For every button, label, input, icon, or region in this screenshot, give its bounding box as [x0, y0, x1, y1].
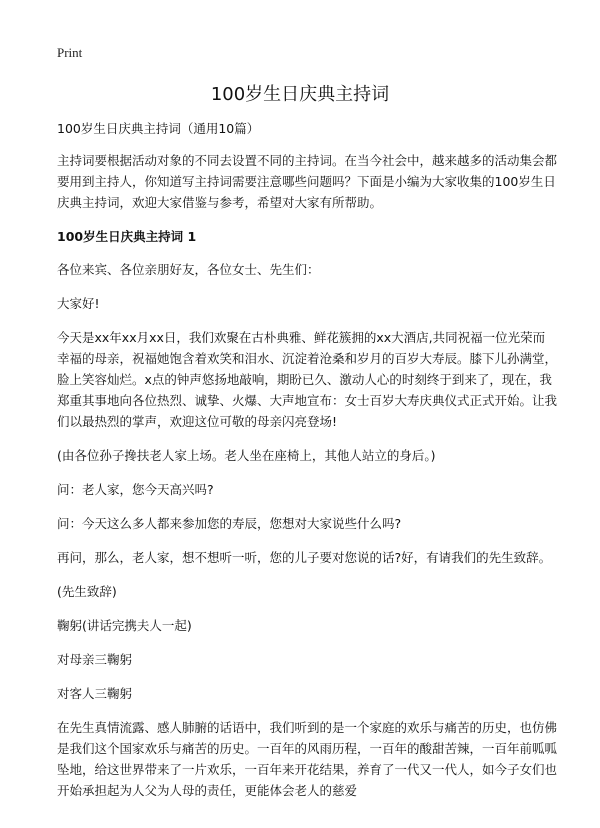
document-body	[57, 118, 557, 814]
paragraph-speech: (先生致辞)	[57, 584, 117, 599]
paragraph-question-3: 再问，那么，老人家，想不想听一听，您的儿子要对您说的话?好，有请我们的先生致辞。	[57, 550, 552, 565]
paragraph-greeting: 各位来宾、各位亲朋好友，各位女士、先生们：	[57, 262, 320, 277]
paragraph-question-1: 问：老人家，您今天高兴吗?	[57, 482, 214, 497]
paragraph-bow-mother: 对母亲三鞠躬	[57, 652, 133, 667]
paragraph-closing: 在先生真情流露、感人肺腑的话语中，我们听到的是一个家庭的欢乐与痛苦的历史，也仿佛是我们这个国家欢乐与痛苦的历史。一百年的风雨历程，一百年的酸甜苦辣，一百年前呱呱坠地，给这世界带来了一片欢乐，一百年来开花结果，养育了一代又一代人，如今子女们也开始承担起为人父为人母的责任，更能体会老人的慈爱	[57, 720, 558, 798]
section-heading: 100岁生日庆典主持词 1	[57, 229, 197, 244]
paragraph-question-2: 问：今天这么多人都来参加您的寿辰，您想对大家说些什么吗?	[57, 516, 402, 531]
intro-paragraph: 主持词要根据活动对象的不同去设置不同的主持词。在当今社会中，越来越多的活动集会都要用到主持人，你知道写主持词需要注意哪些问题吗？下面是小编为大家收集的100岁生日庆典主持词，欢迎大家借鉴与参考，希望对大家有所帮助。	[57, 153, 558, 210]
paragraph-bow-guests: 对客人三鞠躬	[57, 686, 133, 701]
document-title: 100岁生日庆典主持词	[210, 84, 390, 105]
print-link[interactable]: Print	[57, 45, 83, 60]
paragraph-opening: 今天是xx年xx月xx日，我们欢聚在古朴典雅、鲜花簇拥的xx大酒店,共同祝福一位光荣而幸福的母亲，祝福她饱含着欢笑和泪水、沉淀着沧桑和岁月的百岁大寿辰。膝下儿孙满堂，脸上笑容灿烂。x点的钟声悠扬地敲响，期盼已久、激动人心的时刻终于到来了，现在，我郑重其事地向各位热烈、诚挚、火爆、大声地宣布：女士百岁大寿庆典仪式正式开始。让我们以最热烈的掌声，欢迎这位可敬的母亲闪亮登场!	[57, 330, 558, 429]
document-subtitle: 100岁生日庆典主持词（通用10篇）	[57, 121, 260, 136]
paragraph-stage-direction: (由各位孙子搀扶老人家上场。老人坐在座椅上，其他人站立的身后。)	[57, 448, 436, 463]
paragraph-hello: 大家好!	[57, 296, 100, 311]
paragraph-bow: 鞠躬(讲话完携夫人一起)	[57, 618, 192, 633]
